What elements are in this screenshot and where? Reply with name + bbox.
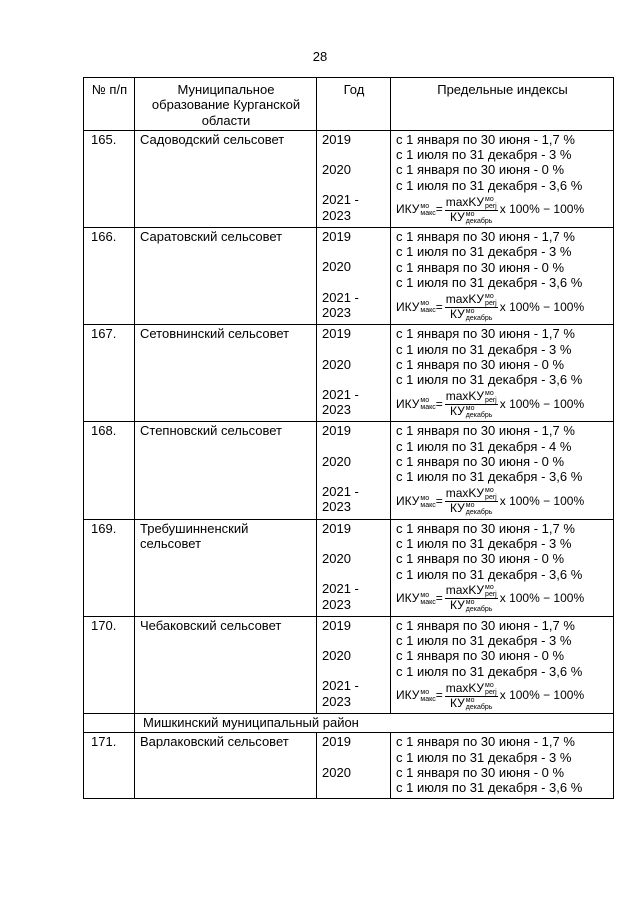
- municipality-name: Требушинненский сельсовет: [135, 519, 317, 616]
- indices-cell: [391, 228, 614, 325]
- district-name: Мишкинский муниципальный район: [135, 714, 614, 733]
- index-line: с 1 января по 30 июня - 0 %: [396, 764, 565, 780]
- municipality-name: Степновский сельсовет: [135, 422, 317, 519]
- year-2020: 2020: [322, 648, 351, 664]
- year-2020: 2020: [322, 356, 351, 372]
- table-row: [84, 325, 614, 422]
- table-row: [84, 733, 614, 798]
- index-line: с 1 июля по 31 декабря - 3 %: [396, 244, 572, 260]
- header-row: [84, 78, 614, 131]
- header-year: Год: [317, 78, 391, 131]
- municipality-name: Саратовский сельсовет: [135, 228, 317, 325]
- year-2021-2023: 2021 - 2023: [322, 386, 359, 418]
- index-formula: ИКУ мо макс = maxKУ мо perj КУ мо декабрь х 100% − 100%: [396, 486, 585, 517]
- index-formula: ИКУ мо макс = maxKУ мо perj КУ мо декабрь х 100% − 100%: [396, 583, 585, 614]
- municipality-name: Чебаковский сельсовет: [135, 616, 317, 713]
- year-2021-2023: 2021 - 2023: [322, 289, 359, 320]
- year-2020: 2020: [322, 162, 351, 178]
- index-formula: ИКУ мо макс = maxKУ мо perj КУ мо декабрь х 100% − 100%: [396, 291, 585, 322]
- table-row: [84, 616, 614, 713]
- formula-fraction: maxKУ мо perj КУ мо декабрь: [445, 486, 497, 517]
- index-line: с 1 июля по 31 декабря - 3,6 %: [396, 780, 583, 796]
- index-line: с 1 января по 30 июня - 0 %: [396, 259, 565, 275]
- page-number: 28: [312, 49, 328, 64]
- indices-cell: [391, 616, 614, 713]
- year-2021-2023: 2021 - 2023: [322, 678, 359, 709]
- year-2019: 2019: [322, 617, 351, 633]
- index-line: с 1 января по 30 июня - 0 %: [396, 356, 565, 372]
- indices-cell: [391, 733, 614, 798]
- indices-cell: [391, 519, 614, 616]
- index-line: с 1 января по 30 июня - 1,7 %: [396, 423, 575, 439]
- index-line: с 1 января по 30 июня - 1,7 %: [396, 229, 575, 245]
- header-indices: Предельные индексы: [391, 78, 614, 131]
- index-line: с 1 января по 30 июня - 1,7 %: [396, 734, 575, 750]
- indices-table: [83, 77, 614, 799]
- year-2021-2023: 2021 - 2023: [322, 192, 359, 223]
- index-line: с 1 января по 30 июня - 0 %: [396, 162, 565, 178]
- year-cell: [317, 733, 391, 798]
- year-2019: 2019: [322, 734, 351, 750]
- index-line: с 1 июля по 31 декабря - 3,6 %: [396, 177, 583, 193]
- year-2020: 2020: [322, 550, 351, 566]
- row-number: 168.: [84, 422, 135, 519]
- indices-cell: [391, 422, 614, 519]
- row-number: 169.: [84, 519, 135, 616]
- year-2021-2023: 2021 - 2023: [322, 484, 359, 515]
- row-number: 165.: [84, 130, 135, 227]
- formula-fraction: maxKУ мо perj КУ мо декабрь: [445, 194, 497, 225]
- municipality-name: Варлаковский сельсовет: [135, 733, 317, 798]
- year-cell: [317, 616, 391, 713]
- row-number: 167.: [84, 325, 135, 422]
- year-cell: [317, 228, 391, 325]
- index-line: с 1 июля по 31 декабря - 3 %: [396, 749, 572, 765]
- year-cell: [317, 422, 391, 519]
- year-2020: 2020: [322, 453, 351, 469]
- index-line: с 1 июля по 31 декабря - 3,6 %: [396, 469, 583, 485]
- year-2020: 2020: [322, 259, 351, 275]
- index-line: с 1 июля по 31 декабря - 3,6 %: [396, 566, 583, 582]
- year-2020: 2020: [322, 764, 351, 780]
- year-2021-2023: 2021 - 2023: [322, 581, 359, 612]
- formula-fraction: maxKУ мо perj КУ мо декабрь: [445, 680, 497, 711]
- header-municipality: Муниципальное образование Курганской области: [135, 78, 317, 131]
- index-line: с 1 января по 30 июня - 1,7 %: [396, 326, 575, 342]
- municipality-name: Сетовнинский сельсовет: [135, 325, 317, 422]
- index-formula: ИКУ мо макс = maxKУ мо perj КУ мо декабрь х 100% − 100%: [396, 680, 585, 711]
- index-line: с 1 июля по 31 декабря - 3,6 %: [396, 663, 583, 679]
- year-2019: 2019: [322, 520, 351, 536]
- year-cell: [317, 130, 391, 227]
- year-2019: 2019: [322, 229, 351, 245]
- index-line: с 1 января по 30 июня - 1,7 %: [396, 520, 575, 536]
- index-line: с 1 июля по 31 декабря - 3,6 %: [396, 274, 583, 290]
- index-line: с 1 июля по 31 декабря - 3 %: [396, 147, 572, 163]
- index-line: с 1 января по 30 июня - 0 %: [396, 454, 565, 470]
- formula-fraction: maxKУ мо perj КУ мо декабрь: [445, 291, 497, 322]
- table-row: [84, 130, 614, 227]
- index-line: с 1 июля по 31 декабря - 3 %: [396, 535, 572, 551]
- year-2019: 2019: [322, 423, 351, 439]
- municipality-name: Садоводский сельсовет: [135, 130, 317, 227]
- district-row: [84, 714, 614, 733]
- row-number: 170.: [84, 616, 135, 713]
- year-2019: 2019: [322, 326, 351, 342]
- formula-fraction: maxKУ мо perj КУ мо декабрь: [445, 583, 497, 614]
- table-row: [84, 519, 614, 616]
- index-line: с 1 января по 30 июня - 1,7 %: [396, 131, 575, 147]
- formula-fraction: maxKУ мо perj КУ мо декабрь: [445, 388, 497, 419]
- year-cell: [317, 519, 391, 616]
- index-line: с 1 января по 30 июня - 1,7 %: [396, 617, 575, 633]
- district-spacer: [84, 714, 135, 733]
- table-row: [84, 422, 614, 519]
- index-line: с 1 января по 30 июня - 0 %: [396, 648, 565, 664]
- index-line: с 1 июля по 31 декабря - 3 %: [396, 341, 572, 357]
- index-line: с 1 июля по 31 декабря - 3,6 %: [396, 372, 583, 388]
- year-cell: [317, 325, 391, 422]
- index-formula: ИКУ мо макс = maxKУ мо perj КУ мо декабрь х 100% − 100%: [396, 194, 585, 225]
- indices-cell: [391, 325, 614, 422]
- row-number: 166.: [84, 228, 135, 325]
- header-num: № п/п: [84, 78, 135, 131]
- index-formula: ИКУ мо макс = maxKУ мо perj КУ мо декабрь х 100% − 100%: [396, 388, 585, 419]
- indices-cell: [391, 130, 614, 227]
- year-2019: 2019: [322, 131, 351, 147]
- index-line: с 1 января по 30 июня - 0 %: [396, 551, 565, 567]
- index-line: с 1 июля по 31 декабря - 4 %: [396, 438, 572, 454]
- row-number: 171.: [84, 733, 135, 798]
- table-row: [84, 228, 614, 325]
- index-line: с 1 июля по 31 декабря - 3 %: [396, 633, 572, 649]
